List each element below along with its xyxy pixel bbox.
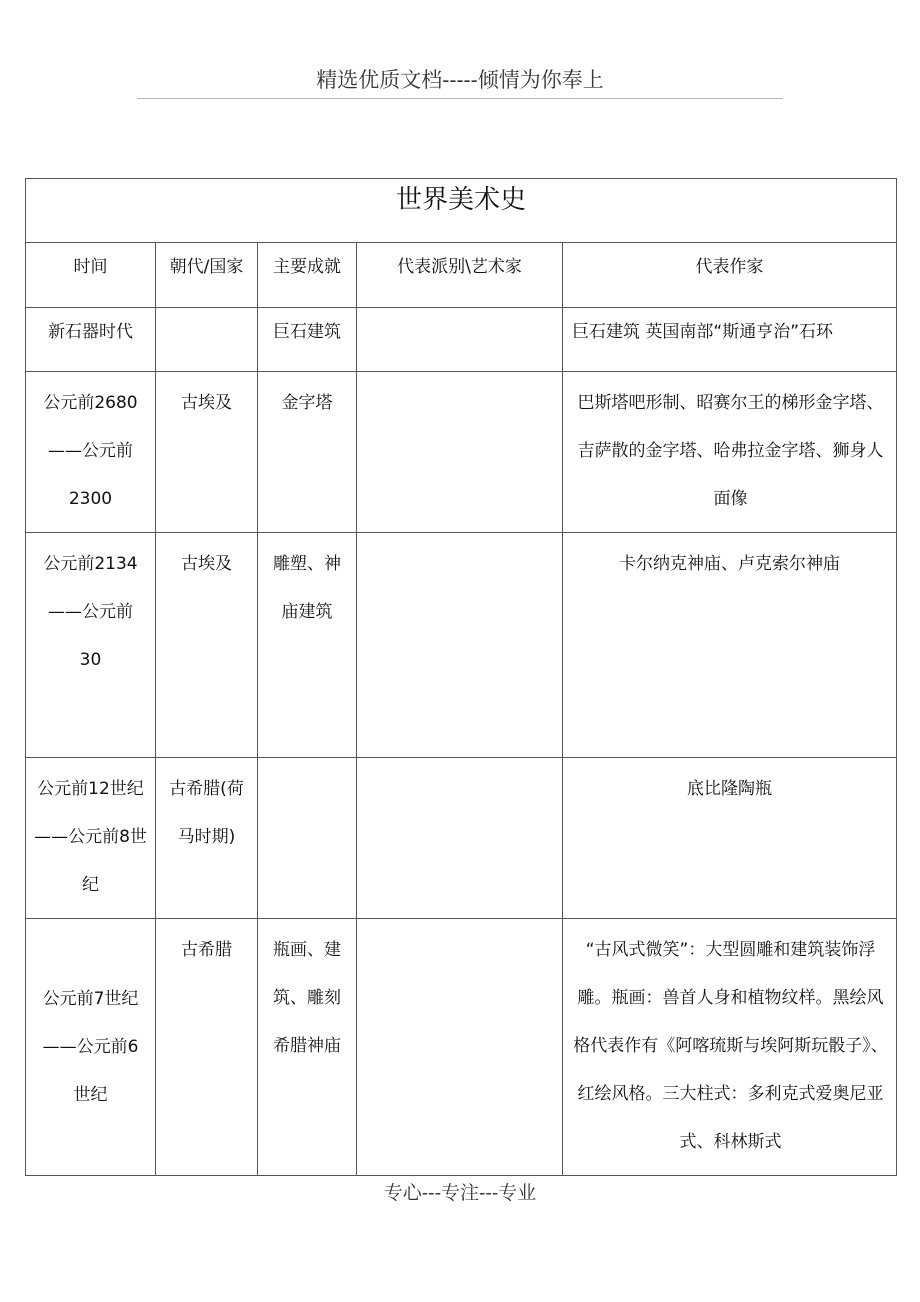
cell-achievement: 巨石建筑 [258,308,357,372]
column-header-works: 代表作家 [563,243,897,308]
art-history-table [25,178,897,1176]
cell-time: 公元前2680——公元前2300 [26,372,156,533]
table-row [26,308,897,372]
cell-dynasty [156,308,258,372]
table-row [26,919,897,1176]
cell-works: 巨石建筑 英国南部“斯通亨治”石环 [563,308,897,372]
table-title: 世界美术史 [26,179,897,243]
cell-school [357,308,563,372]
cell-school [357,533,563,758]
cell-achievement [258,758,357,919]
cell-works: “古风式微笑”：大型圆雕和建筑装饰浮雕。瓶画：兽首人身和植物纹样。黑绘风格代表作有《阿喀琉斯与埃阿斯玩骰子》、红绘风格。三大柱式：多利克式爱奥尼亚式、科林斯式 [563,919,897,1176]
cell-school [357,919,563,1176]
page-header-text: 精选优质文档-----倾情为你奉上 [316,68,604,92]
column-header-achievement: 主要成就 [258,243,357,308]
cell-time: 新石器时代 [26,308,156,372]
column-header-school: 代表派别\艺术家 [357,243,563,308]
cell-dynasty: 古埃及 [156,533,258,758]
cell-time: 公元前2134——公元前30 [26,533,156,758]
cell-works: 底比隆陶瓶 [563,758,897,919]
column-header-time: 时间 [26,243,156,308]
table-row [26,758,897,919]
cell-achievement: 雕塑、神庙建筑 [258,533,357,758]
cell-works: 卡尔纳克神庙、卢克索尔神庙 [563,533,897,758]
cell-dynasty: 古希腊(荷马时期) [156,758,258,919]
header-divider [137,98,783,99]
cell-dynasty: 古埃及 [156,372,258,533]
column-header-dynasty: 朝代/国家 [156,243,258,308]
table-row [26,372,897,533]
cell-time: 公元前7世纪——公元前6世纪 [26,919,156,1176]
cell-time: 公元前12世纪——公元前8世纪 [26,758,156,919]
cell-achievement: 瓶画、建筑、雕刻希腊神庙 [258,919,357,1176]
page-footer-text: 专心---专注---专业 [383,1182,537,1204]
table-header-row [26,243,897,308]
cell-dynasty: 古希腊 [156,919,258,1176]
cell-school [357,758,563,919]
cell-works: 巴斯塔吧形制、昭赛尔王的梯形金字塔、吉萨散的金字塔、哈弗拉金字塔、狮身人面像 [563,372,897,533]
table-row [26,533,897,758]
cell-school [357,372,563,533]
cell-achievement: 金字塔 [258,372,357,533]
